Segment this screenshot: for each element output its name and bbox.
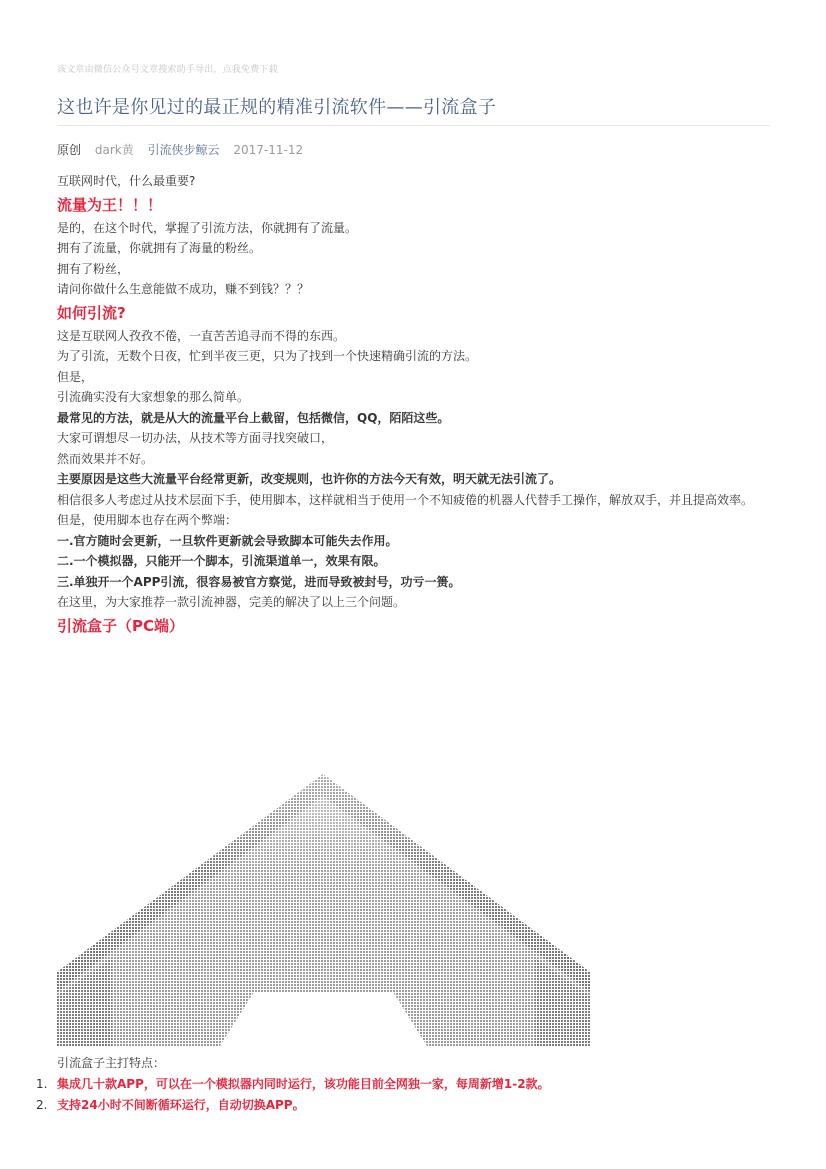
paragraph: 引流确实没有大家想象的那么简单。 [57,390,250,404]
paragraph: 拥有了流量，你就拥有了海量的粉丝。 [57,241,262,255]
features-heading: 引流盒子主打特点： [57,1056,166,1070]
paragraph: 是的，在这个时代，掌握了引流方法，你就拥有了流量。 [57,220,358,235]
paragraph: 然而效果并不好。 [57,451,154,466]
bold-paragraph: 最常见的方法，就是从大的流量平台上截留，包括微信，QQ，陌陌这些。 [57,410,450,425]
section-heading: 流量为王！！！ [57,195,163,214]
feature-text: 集成几十款APP，可以在一个模拟器内同时运行，该功能目前全网独一家，每周新增1-2款。 [57,1077,550,1091]
feature-number: 1. [36,1077,48,1091]
article-meta [57,141,313,158]
paragraph: 但是，使用脚本也存在两个弊端： [57,513,238,527]
article-body [57,171,769,639]
publish-date: 2017-11-12 [233,143,304,157]
article-image [57,696,590,1046]
feature-item [36,1074,776,1095]
features-list [36,1074,776,1116]
bold-paragraph: 一.官方随时会更新，一旦软件更新就会导致脚本可能失去作用。 [57,533,398,548]
paragraph: 但是， [57,369,94,384]
bold-paragraph: 主要原因是这些大流量平台经常更新，改变规则，也许你的方法今天有效，明天就无法引流了。 [57,472,562,486]
paragraph: 拥有了粉丝， [57,261,130,276]
title-divider [57,125,770,126]
section-heading: 如何引流? [57,303,126,322]
paragraph: 为了引流，无数个日夜，忙到半夜三更，只为了找到一个快速精确引流的方法。 [57,349,478,363]
account-link[interactable]: 引流侠步鲸云 [147,143,220,157]
section-heading: 引流盒子（PC端） [57,616,185,635]
original-tag: 原创 [57,143,82,157]
paragraph: 在这里，为大家推荐一款引流神器，完美的解决了以上三个问题。 [57,595,406,609]
feature-text: 支持24小时不间断循环运行，自动切换APP。 [57,1098,305,1112]
author-name: dark黄 [94,143,134,157]
paragraph: 请问你做什么生意能做不成功，赚不到钱？？？ [57,282,310,296]
paragraph: 大家可谓想尽一切办法，从技术等方面寻找突破口， [57,431,334,445]
paragraph: 这是互联网人孜孜不倦，一直苦苦追寻而不得的东西。 [57,328,346,343]
paragraph: 相信很多人考虑过从技术层面下手，使用脚本，这样就相当于使用一个不知疲倦的机器人代替手工操作，解放双手，并且提高效率。 [57,492,754,507]
bold-paragraph: 三.单独开一个APP引流，很容易被官方察觉，进而导致被封号，功亏一篑。 [57,574,461,589]
feature-number: 2. [36,1098,48,1112]
bold-paragraph: 二.一个模拟器，只能开一个脚本，引流渠道单一，效果有限。 [57,554,386,568]
paragraph: 互联网时代，什么最重要? [57,174,196,188]
article-title: 这也许是你见过的最正规的精准引流软件——引流盒子 [57,97,497,118]
export-notice-link[interactable]: 该文章由微信公众号文章搜索助手导出，点我免费下载 [57,65,278,75]
feature-item [36,1095,776,1116]
